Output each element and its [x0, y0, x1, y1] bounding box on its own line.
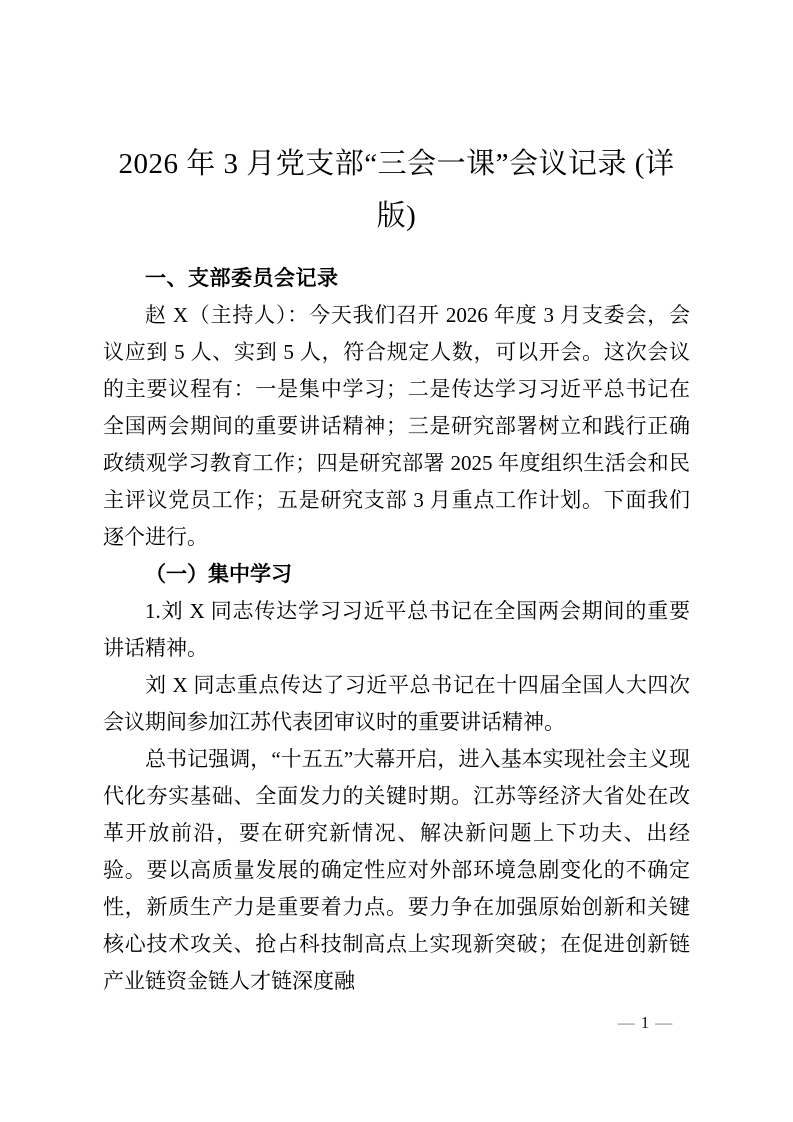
paragraph-speech-content: 总书记强调，“十五五”大幕开启，进入基本实现社会主义现代化夯实基础、全面发力的关键时期。江苏等经济大省处在改革开放前沿，要在研究新情况、解决新问题上下功夫、出经验。要以高质量发展的确定性应对外部环境急剧变化的不确定性，新质生产力是重要着力点。要力争在加强原始创新和关键核心技术攻关、抢占科技制高点上实现新突破；在促进创新链产业链资金链人才链深度融 [103, 747, 690, 993]
paragraph-study-item-1: 1.刘 X 同志传达学习习近平总书记在全国两会期间的重要讲话精神。 [103, 599, 690, 660]
document-title: 2026 年 3 月党支部“三会一课”会议记录 (详版) [118, 148, 675, 232]
subsection-heading-central-study: （一）集中学习 [145, 562, 292, 586]
section-heading-committee-record: 一、支部委员会记录 [145, 267, 339, 290]
page-number-value: 1 [640, 1013, 650, 1032]
paragraph-relay-speech: 刘 X 同志重点传达了习近平总书记在十四届全国人大四次会议期间参加江苏代表团审议时的重要讲话精神。 [103, 673, 690, 734]
page-number-dash-left: — [617, 1013, 635, 1032]
paragraph-host-opening: 赵 X（主持人）：今天我们召开 2026 年度 3 月支委会，会议应到 5 人、实到 5 人，符合规定人数，可以开会。这次会议的主要议程有：一是集中学习；二是传达学习习近平总书记在全国两会期间的重要讲话精神；三是研究部署树立和践行正确政绩观学习教育工作；四是研究部署 2025 年度组织生活会和民主评议党员工作；五是研究支部 3 月重点工作计划。下面我们逐个进行。 [103, 303, 690, 549]
page-number-dash-right: — [655, 1013, 673, 1032]
document-body [103, 138, 690, 1000]
page-number [600, 1012, 690, 1034]
